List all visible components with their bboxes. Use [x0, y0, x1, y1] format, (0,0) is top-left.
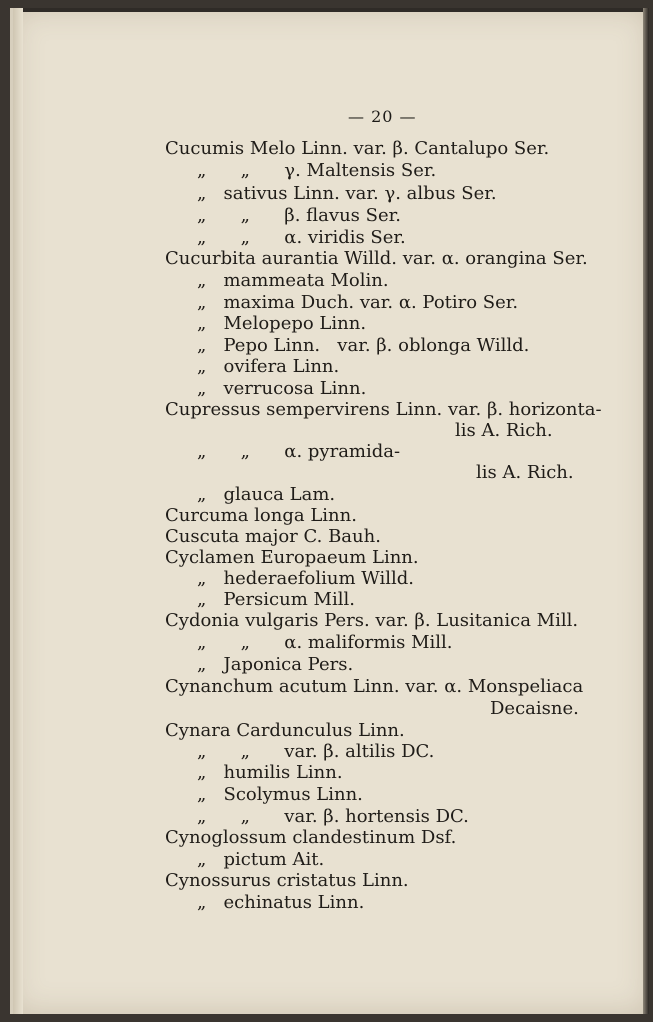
page-gutter: [13, 8, 23, 1014]
list-line: „ „ var. β. hortensis DC.: [197, 806, 469, 827]
list-line: „ „ var. β. altilis DC.: [197, 741, 435, 762]
list-line: „ verrucosa Linn.: [197, 378, 367, 399]
list-line: „ „ α. maliformis Mill.: [197, 632, 453, 653]
list-line: Cucurbita aurantia Willd. var. α. orangina Ser.: [165, 248, 588, 269]
list-line: Cydonia vulgaris Pers. var. β. Lusitanica Mill.: [165, 610, 579, 631]
page-number: — 20 —: [348, 107, 417, 126]
page-top-edge: [13, 8, 649, 12]
list-line: „ hederaefolium Willd.: [197, 568, 414, 589]
list-line: „ ovifera Linn.: [197, 356, 340, 377]
list-line: „ „ α. viridis Ser.: [197, 227, 406, 248]
list-line: „ „ α. pyramida-: [197, 441, 401, 462]
list-line: „ sativus Linn. var. γ. albus Ser.: [197, 183, 497, 204]
list-line: „ mammeata Molin.: [197, 270, 389, 291]
list-line: Decaisne.: [490, 698, 579, 719]
list-line: Curcuma longa Linn.: [165, 505, 357, 526]
page-right-edge: [643, 8, 649, 1014]
list-line: lis A. Rich.: [455, 420, 553, 441]
list-line: „ Persicum Mill.: [197, 589, 355, 610]
list-line: „ Japonica Pers.: [197, 654, 354, 675]
list-line: „ Scolymus Linn.: [197, 784, 363, 805]
list-line: Cyclamen Europaeum Linn.: [165, 547, 419, 568]
list-line: „ Pepo Linn. var. β. oblonga Willd.: [197, 335, 530, 356]
list-line: Cuscuta major C. Bauh.: [165, 526, 381, 547]
list-line: Cupressus sempervirens Linn. var. β. horizonta-: [165, 399, 602, 420]
list-line: „ „ β. flavus Ser.: [197, 205, 401, 226]
list-line: Cynossurus cristatus Linn.: [165, 870, 409, 891]
list-line: „ „ γ. Maltensis Ser.: [197, 160, 437, 181]
list-line: lis A. Rich.: [476, 462, 574, 483]
list-line: Cucumis Melo Linn. var. β. Cantalupo Ser.: [165, 138, 550, 159]
list-line: „ echinatus Linn.: [197, 892, 365, 913]
list-line: Cynara Cardunculus Linn.: [165, 720, 405, 741]
list-line: Cynoglossum clandestinum Dsf.: [165, 827, 457, 848]
list-line: „ humilis Linn.: [197, 762, 343, 783]
list-line: Cynanchum acutum Linn. var. α. Monspeliaca: [165, 676, 584, 697]
list-line: „ glauca Lam.: [197, 484, 336, 505]
list-line: „ Melopepo Linn.: [197, 313, 367, 334]
list-line: „ pictum Ait.: [197, 849, 325, 870]
list-line: „ maxima Duch. var. α. Potiro Ser.: [197, 292, 519, 313]
